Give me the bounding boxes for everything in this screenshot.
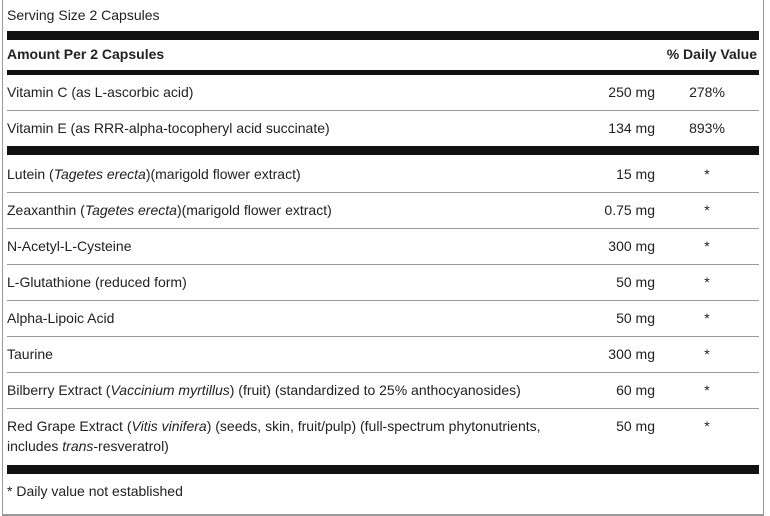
ingredient-amount: 300 mg (608, 238, 655, 254)
ingredient-row (7, 229, 759, 265)
ingredient-amount: 300 mg (608, 346, 655, 362)
ingredient-amount: 50 mg (616, 310, 655, 326)
ingredient-amount: 0.75 mg (604, 202, 655, 218)
ingredient-row (7, 301, 759, 337)
ingredient-name: Lutein (Tagetes erecta)(marigold flower extract) (7, 166, 301, 182)
ingredient-daily-value: * (704, 166, 710, 182)
table-header (7, 40, 759, 70)
ingredient-amount: 50 mg (616, 274, 655, 290)
supplement-facts-panel (2, 0, 764, 516)
ingredient-daily-value: * (704, 418, 710, 434)
ingredient-row (7, 265, 759, 301)
nutrient-amount: 250 mg (608, 84, 655, 100)
ingredient-daily-value: * (704, 346, 710, 362)
ingredient-name: Bilberry Extract (Vaccinium myrtillus) (fruit) (standardized to 25% anthocyanosides) (7, 382, 521, 398)
divider-bar-top (7, 31, 759, 40)
ingredient-amount: 15 mg (616, 166, 655, 182)
ingredient-row (7, 409, 759, 463)
amount-per-header: Amount Per 2 Capsules (7, 46, 165, 62)
ingredient-daily-value: * (704, 238, 710, 254)
ingredient-row (7, 193, 759, 229)
ingredient-daily-value: * (704, 382, 710, 398)
serving-size: Serving Size 2 Capsules (7, 7, 160, 23)
ingredient-daily-value: * (704, 310, 710, 326)
ingredient-row (7, 337, 759, 373)
daily-value-header: % Daily Value (666, 46, 757, 62)
ingredient-name: Red Grape Extract (Vitis vinifera) (seeds, skin, fruit/pulp) (full-spectrum phytonutrients, includes trans-resveratrol) (7, 418, 541, 454)
ingredient-name: N-Acetyl-L-Cysteine (7, 238, 132, 254)
footnote: * Daily value not established (7, 483, 183, 499)
divider-bar-middle (7, 146, 759, 155)
ingredient-name: Taurine (7, 346, 53, 362)
divider-bar-bottom (7, 465, 759, 474)
nutrient-row (7, 111, 759, 146)
nutrient-daily-value: 278% (689, 84, 725, 100)
ingredient-amount: 50 mg (616, 418, 655, 434)
nutrient-name: Vitamin E (as RRR-alpha-tocopheryl acid succinate) (7, 120, 330, 136)
ingredient-name: L-Glutathione (reduced form) (7, 274, 187, 290)
ingredient-name: Alpha-Lipoic Acid (7, 310, 115, 326)
ingredient-row (7, 373, 759, 409)
nutrient-row (7, 75, 759, 111)
nutrient-amount: 134 mg (608, 120, 655, 136)
ingredient-daily-value: * (704, 202, 710, 218)
ingredient-amount: 60 mg (616, 382, 655, 398)
nutrient-name: Vitamin C (as L-ascorbic acid) (7, 84, 194, 100)
nutrient-daily-value: 893% (689, 120, 725, 136)
ingredient-name: Zeaxanthin (Tagetes erecta)(marigold flower extract) (7, 202, 332, 218)
ingredient-daily-value: * (704, 274, 710, 290)
ingredient-row (7, 157, 759, 193)
